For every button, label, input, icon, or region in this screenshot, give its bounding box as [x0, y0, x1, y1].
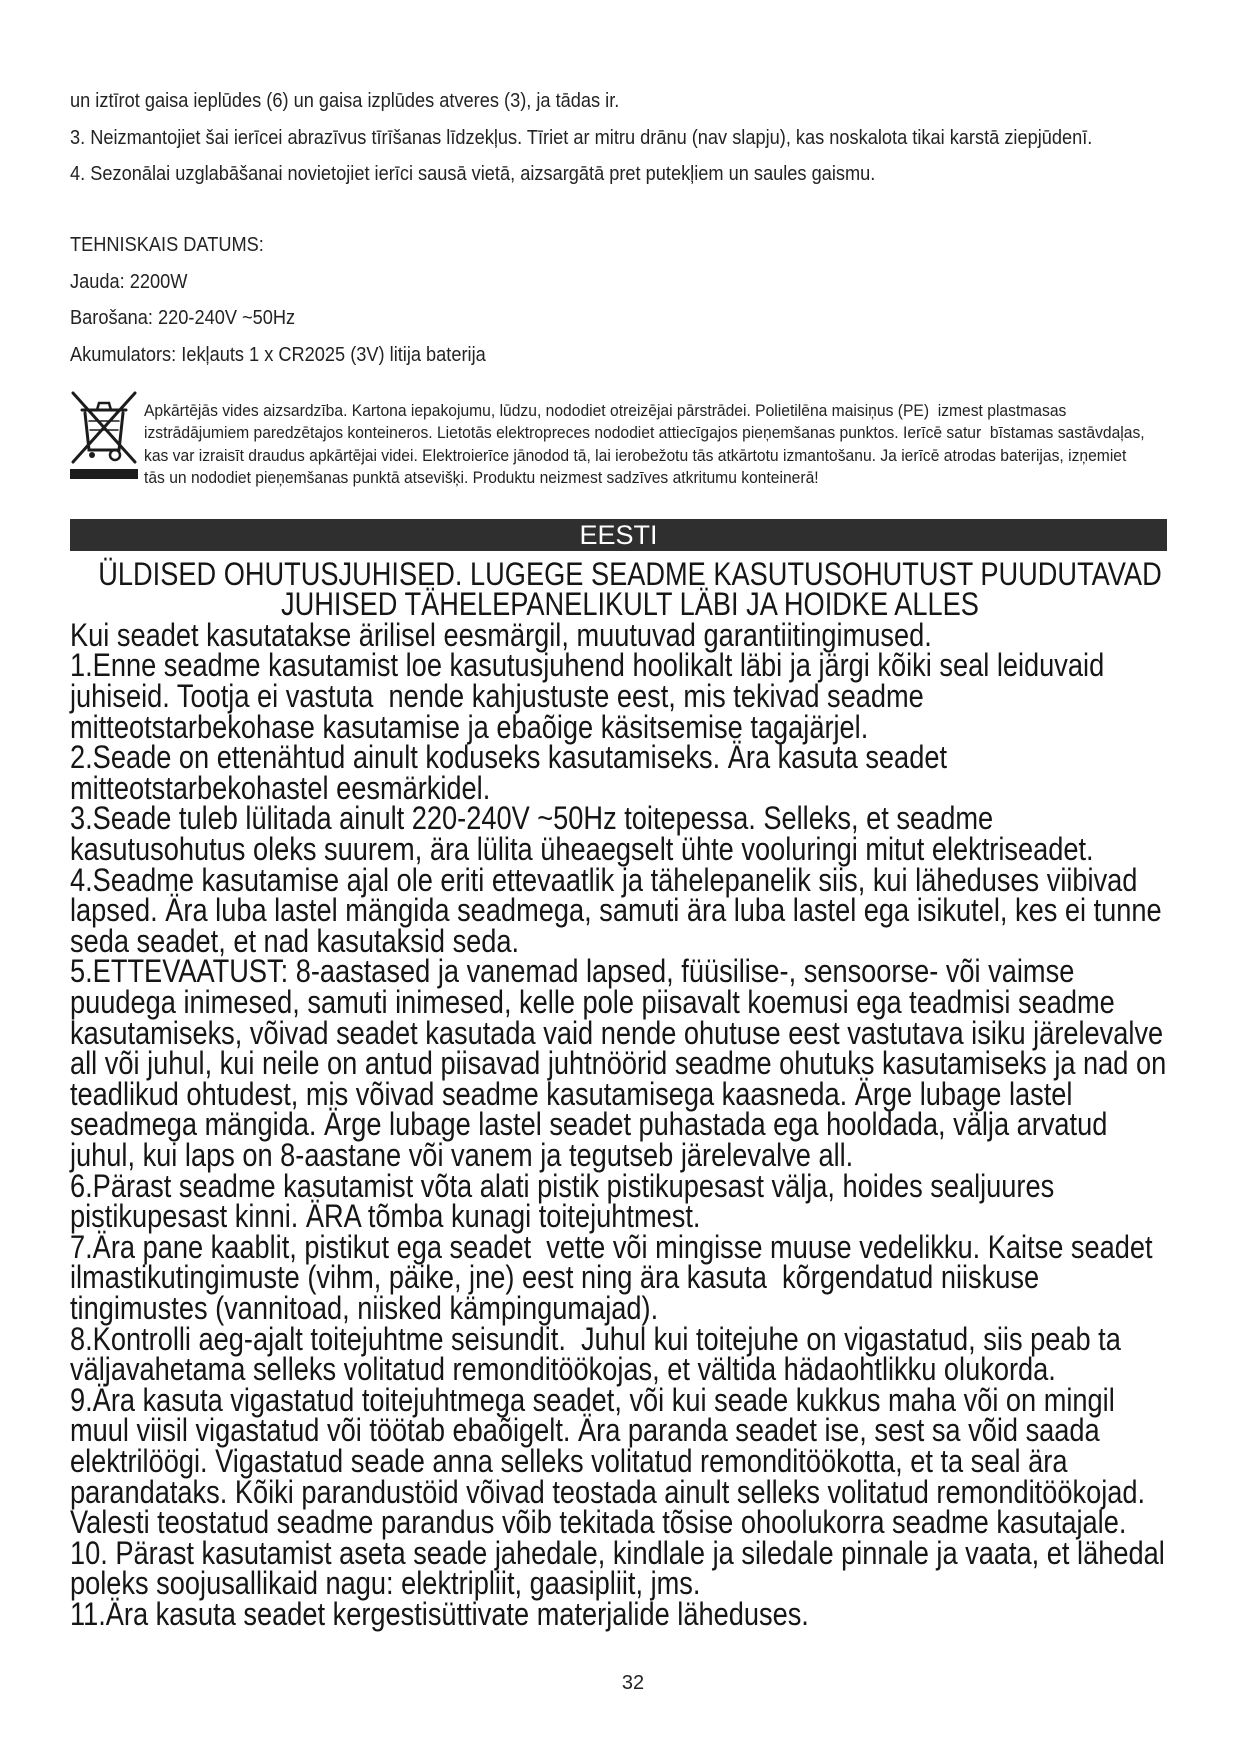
page-number: 32 [621, 1672, 645, 1694]
body-text-line: 10. Pärast kasutamist aseta seade jahedale, kindlale ja siledale pinnale ja vaata, et lähedal [70, 1534, 1165, 1571]
body-text-line: juhul, kui laps on 8-aastane või vanem ja tegutseb järelevalve all. [70, 1136, 854, 1173]
body-text-line: poleks soojusallikaid nagu: elektripliit, gaasipliit, jms. [70, 1565, 701, 1602]
technical-data-item: Akumulators: Iekļauts 1 x CR2025 (3V) litija baterija [70, 344, 486, 366]
estonian-safety-instructions [70, 555, 1190, 1632]
body-text-line: 7.Ära pane kaablit, pistikut ega seadet vette või mingisse muuse vedelikku. Kaitse seadet [70, 1228, 1153, 1265]
latvian-text-line: un iztīrot gaisa ieplūdes (6) un gaisa izplūdes atveres (3), ja tādas ir. [70, 90, 620, 112]
body-text-line: 2.Seade on ettenähtud ainult koduseks kasutamiseks. Ära kasuta seadet [70, 739, 948, 776]
environment-notice-line: izstrādājumiem paredzētajos konteineros. Lietotās elektropreces nododiet attiecīgajos pieņemšanas punktos. Ierīcē satur bīstamas sastāvdaļas, [144, 423, 1145, 443]
body-text-line: 6.Pärast seadme kasutamist võta alati pistik pistikupesast välja, hoides sealjuures [70, 1167, 1055, 1204]
body-text-line: kasutamiseks, võivad seadet kasutada vaid nende ohutuse eest vastutava isiku järelevalve [70, 1014, 1164, 1051]
body-text-line: lapsed. Ära luba lastel mängida seadmega, samuti ära luba lastel ega isikutel, kes ei tunne [70, 892, 1162, 929]
environment-notice-line: Apkārtējās vides aizsardzība. Kartona iepakojumu, lūdzu, nododiet otreizējai pārstrādei. Polietilēna maisiņus (PE) izmest plastmasas [144, 401, 1067, 420]
body-text-line: mitteotstarbekohastel eesmärkidel. [70, 769, 491, 806]
environment-notice-line: kas var izraisīt draudus apkārtējai videi. Elektroierīce jānodod tā, lai ierobežotu tās atkārtotu izmantošanu. Ja ierīcē atrodas baterijas, izņemiet [144, 445, 1127, 465]
body-text-line: väljavahetama selleks volitatud remonditöökojas, et vältida hädaohtlikku olukorda. [70, 1351, 1056, 1388]
body-text-line: muul viisil vigastatud või töötab ebaõigelt. Ära paranda seadet ise, sest sa võid saada [70, 1412, 1100, 1449]
latvian-section [70, 0, 1189, 400]
body-text-line: elektrilöögi. Vigastatud seade anna selleks volitatud remonditöökotta, et ta seal ära [70, 1442, 1068, 1479]
body-text-line: mitteotstarbekohase kasutamise ja ebaõige käsitsemise tagajärjel. [70, 708, 869, 745]
body-text-line: Kui seadet kasutatakse ärilisel eesmärgil, muutuvad garantiitingimused. [70, 616, 932, 653]
technical-data-item: Barošana: 220-240V ~50Hz [70, 307, 296, 329]
crossed-out-wheelie-bin-icon [70, 390, 138, 480]
body-text-line: all või juhul, kui neile on antud piisavad juhtnöörid seadme ohutuks kasutamiseks ja nad on [70, 1045, 1167, 1082]
body-text-line: 8.Kontrolli aeg-ajalt toitejuhtme seisundit. Juhul kui toitejuhe on vigastatud, siis peab ta [70, 1320, 1121, 1357]
body-text-line: seda seadet, et nad kasutaksid seda. [70, 922, 520, 959]
body-text-line: 1.Enne seadme kasutamist loe kasutusjuhend hoolikalt läbi ja järgi kõiki seal leiduvaid [70, 647, 1105, 684]
body-text-line: 9.Ära kasuta vigastatud toitejuhtmega seadet, või kui seade kukkus maha või on mingil [70, 1381, 1115, 1418]
body-text-line: teadlikud ohtudest, mis võivad seadme kasutamisega kaasneda. Ärge lubage lastel [70, 1075, 1073, 1112]
latvian-text-line: 3. Neizmantojiet šai ierīcei abrazīvus tīrīšanas līdzekļus. Tīriet ar mitru drānu (nav slapju), kas noskalota tikai karstā ziepjūdenī. [70, 127, 1093, 149]
body-text-line: 5.ETTEVAATUST: 8-aastased ja vanemad lapsed, füüsilise-, sensoorse- või vaimse [70, 953, 1075, 990]
body-text-line: pistikupesast kinni. ÄRA tõmba kunagi toitejuhtmest. [70, 1198, 701, 1235]
environment-notice-line: tās un nododiet pieņemšanas punktā atsevišķi. Produktu neizmest sadzīves atkritumu konteinerā! [144, 468, 819, 488]
body-text-line: tingimustes (vannitoad, niisked kämpingumajad). [70, 1289, 659, 1326]
body-text-line: 3.Seade tuleb lülitada ainult 220-240V ~50Hz toitepessa. Selleks, et seadme [70, 800, 994, 837]
body-text-line: Valesti teostatud seadme parandus võib tekitada tõsise ohoolukorra seadme kasutajale. [70, 1504, 1127, 1541]
language-section-bar: EESTI [70, 519, 1167, 551]
technical-data-item: Jauda: 2200W [70, 271, 188, 293]
body-text-line: kasutusohutus oleks suurem, ära lülita üheaegselt ühte vooluringi mitut elektriseadet. [70, 831, 1094, 868]
environment-notice [144, 400, 1174, 490]
body-text-line: 4.Seadme kasutamise ajal ole eriti ettevaatlik ja tähelepanelik siis, kui läheduses viibivad [70, 861, 1138, 898]
body-text-line: ilmastikutingimuste (vihm, päike, jne) eest ning ära kasuta kõrgendatud niiskuse [70, 1259, 1040, 1296]
latvian-text-line: 4. Sezonālai uzglabāšanai novietojiet ierīci sausā vietā, aizsargātā pret putekļiem un saules gaismu. [70, 163, 876, 185]
section-heading-line: ÜLDISED OHUTUSJUHISED. LUGEGE SEADME KASUTUSOHUTUST PUUDUTAVAD [98, 555, 1162, 592]
body-text-line: 11.Ära kasuta seadet kergestisüttivate materjalide läheduses. [70, 1595, 809, 1632]
body-text-line: puudega inimesed, samuti inimesed, kelle pole piisavalt koemusi ega teadmisi seadme [70, 984, 1115, 1020]
body-text-line: seadmega mängida. Ärge lubage lastel seadet puhastada ega hooldada, välja arvatud [70, 1106, 1108, 1143]
section-heading-line: JUHISED TÄHELEPANELIKULT LÄBI JA HOIDKE ALLES [281, 586, 979, 623]
body-text-line: parandataks. Kõiki parandustöid võivad teostada ainult selleks volitatud remonditöökojad. [70, 1473, 1146, 1510]
body-text-line: juhiseid. Tootja ei vastuta nende kahjustuste eest, mis tekivad seadme [70, 678, 924, 715]
technical-data-title: TEHNISKAIS DATUMS: [70, 234, 264, 256]
